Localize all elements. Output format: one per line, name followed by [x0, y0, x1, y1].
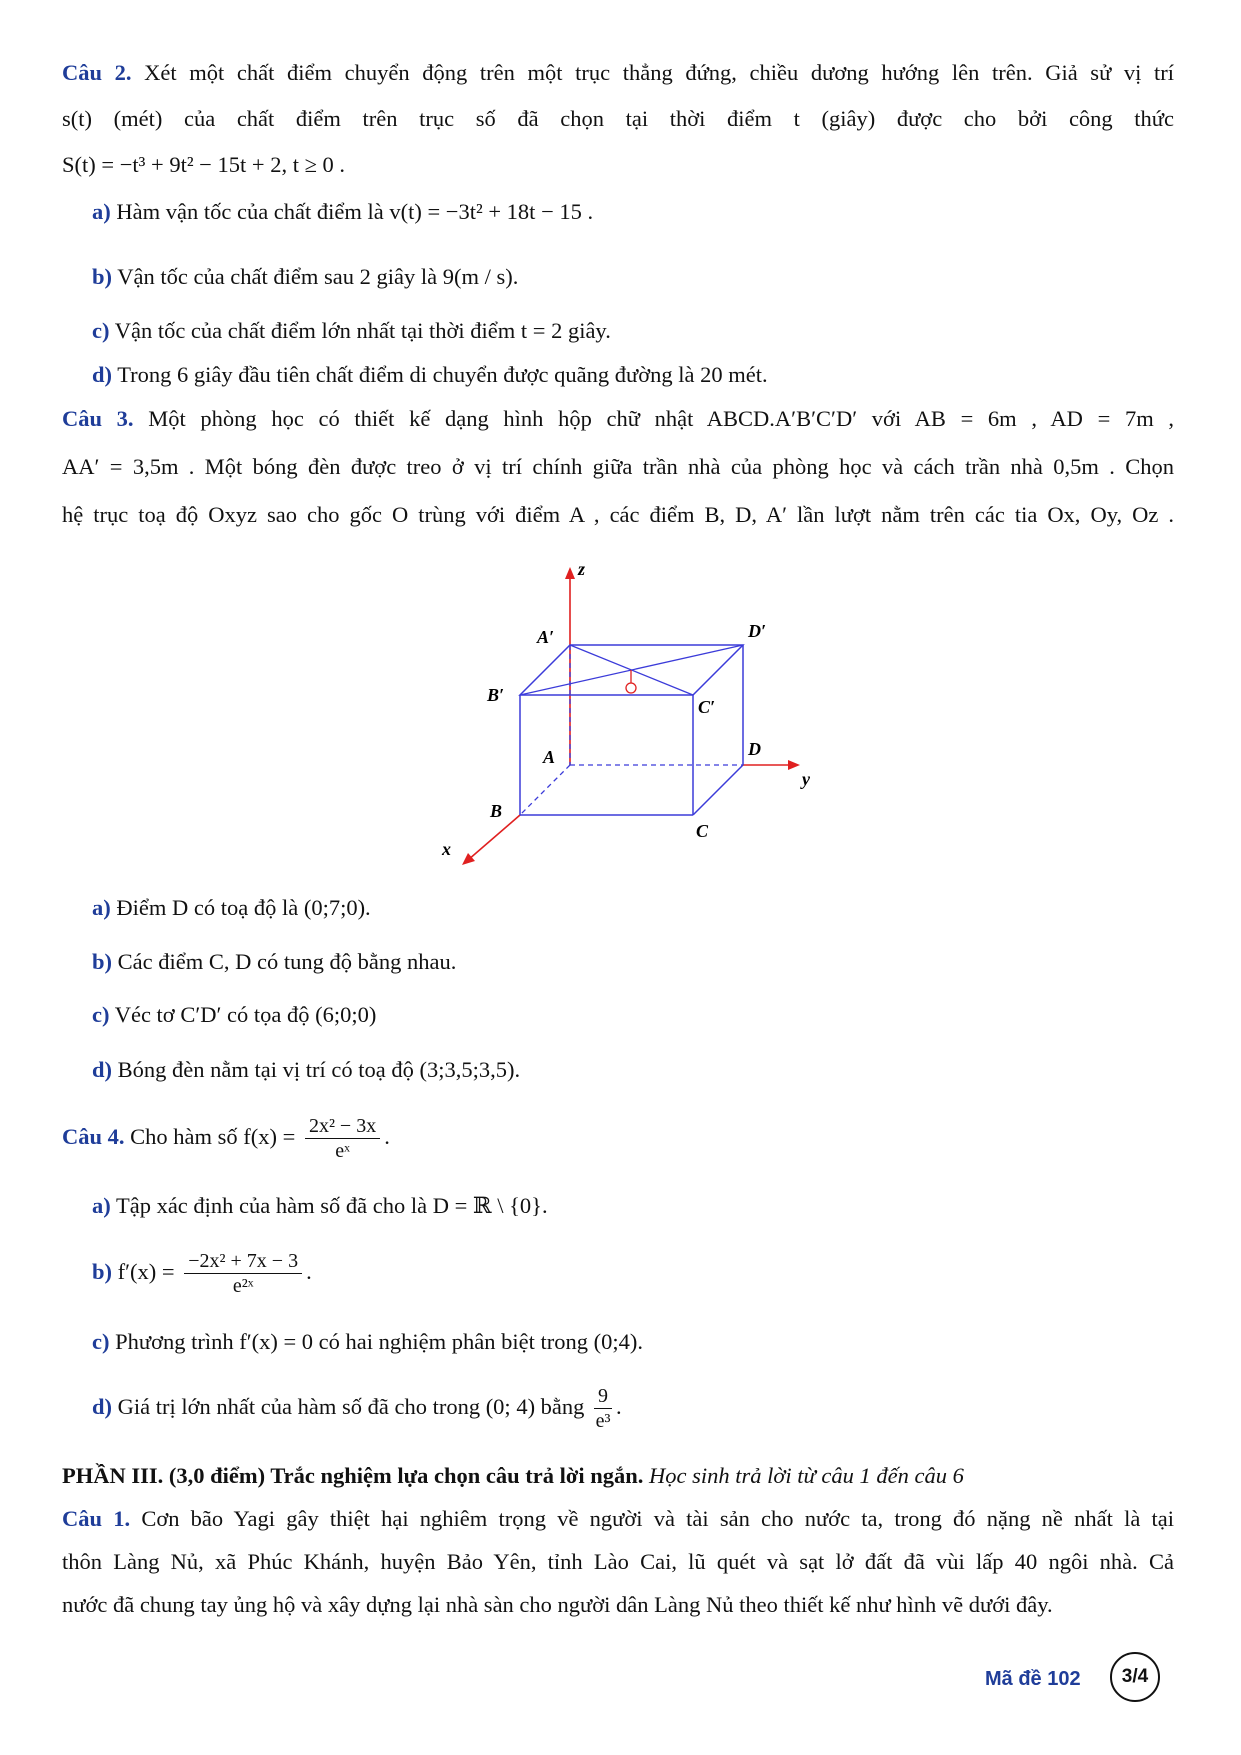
q4-option-d: d) Giá trị lớn nhất của hàm số đã cho trong (0; 4) bằng $\frac{9}{\text{e³}}$ .: [92, 1385, 622, 1433]
q4-option-d-fraction: [594, 1384, 612, 1433]
q2-option-b-label: b): [92, 264, 113, 289]
part3-title: PHẦN III. (3,0 điểm) Trắc nghiệm lựa chọn câu trả lời ngắn.: [62, 1463, 644, 1488]
label-A: A: [543, 747, 556, 767]
q4-option-b-lhs: f′(x) =: [117, 1259, 175, 1284]
q4-intro: Cho hàm số f(x) =: [130, 1124, 296, 1149]
q3-option-d: [92, 1055, 520, 1085]
q4-fraction-num: 2x² − 3x: [305, 1114, 380, 1139]
q2-option-d-text: Trong 6 giây đầu tiên chất điểm di chuyển được quãng đường là 20 mét.: [117, 362, 768, 387]
q2-option-a-label: a): [92, 199, 111, 224]
label-B1: B′: [487, 685, 505, 705]
part3-q1-line-3: nước đã chung tay ủng hộ và xây dựng lại nhà sàn cho người dân Làng Nủ theo thiết kế như hình vẽ dưới đây.: [62, 1592, 1053, 1617]
label-y: y: [802, 769, 810, 789]
q3-option-d-label: d): [92, 1057, 113, 1082]
q4-option-a-label: a): [92, 1193, 111, 1218]
box-figure: [430, 555, 830, 875]
q2-option-d-label: d): [92, 362, 113, 387]
q4-line-1: Câu 4. Cho hàm số f(x) = $\frac{\text{2x² − 3x}}{\text{eˣ}}$ .: [62, 1115, 390, 1163]
q4-option-b-label: b): [92, 1259, 113, 1284]
q3-line-1: [62, 404, 1174, 434]
q4-fraction-den: eˣ: [335, 1140, 350, 1163]
label-D: D: [748, 739, 761, 759]
q3-label: Câu 3.: [62, 406, 134, 431]
q3-option-a: [92, 893, 371, 923]
label-C: C: [696, 821, 709, 841]
q4-option-c-text: Phương trình f′(x) = 0 có hai nghiệm phân biệt trong (0;4).: [115, 1329, 643, 1354]
part3-q1-line-1: [62, 1504, 1174, 1534]
q2-option-a: [92, 197, 593, 227]
q2-option-c: [92, 316, 611, 346]
q4-option-d-den: e³: [595, 1410, 611, 1433]
q4-option-a: [92, 1191, 548, 1221]
q4-option-b-num: −2x² + 7x − 3: [184, 1249, 302, 1274]
q3-option-c-label: c): [92, 1002, 110, 1027]
q3-option-c-text: Véc tơ C′D′ có tọa độ (6;0;0): [114, 1002, 377, 1027]
x-axis: [468, 815, 520, 860]
label-B: B: [490, 801, 503, 821]
q2-text-1: Xét một chất điểm chuyển động trên một trục thẳng đứng, chiều dương hướng lên trên. Giả sử vị trí: [144, 60, 1175, 85]
q3-option-b-text: Các điểm C, D có tung độ bằng nhau.: [117, 949, 457, 974]
part3-q1-text-1: Cơn bão Yagi gây thiệt hại nghiêm trọng về người và tài sản cho nước ta, trong đó nặng nề nhất là tại: [141, 1506, 1175, 1531]
q4-option-b-fraction: [184, 1249, 302, 1298]
q2-option-c-text: Vận tốc của chất điểm lớn nhất tại thời điểm t = 2 giây.: [114, 318, 611, 343]
q4-option-c-label: c): [92, 1329, 110, 1354]
edge-AB: [520, 765, 570, 815]
part3-q1-line-2: thôn Làng Nủ, xã Phúc Khánh, huyện Bảo Yên, tỉnh Lào Cai, lũ quét và sạt lở đất đã vùi lấp 40 ngôi nhà. Cả: [62, 1549, 1174, 1574]
q3-line-3: hệ trục toạ độ Oxyz sao cho gốc O trùng với điểm A , các điểm B, D, A′ lần lượt nằm trên các tia Ox, Oy, Oz .: [62, 502, 1174, 527]
part3-heading: [62, 1461, 964, 1491]
label-C1: C′: [698, 697, 716, 717]
label-D1: D′: [748, 621, 767, 641]
q4-label: Câu 4.: [62, 1124, 125, 1149]
lamp-icon: [626, 683, 636, 693]
q4-option-b-den: e²ˣ: [232, 1275, 254, 1298]
q3-option-a-label: a): [92, 895, 111, 920]
q2-option-b: [92, 262, 518, 292]
q2-line-1: [62, 58, 1174, 88]
q3-option-a-text: Điểm D có toạ độ là (0;7;0).: [116, 895, 371, 920]
q2-option-d: [92, 360, 768, 390]
q4-option-b: b) f′(x) = $\frac{\text{−2x² + 7x − 3}}{\text{e²ˣ}}$ .: [92, 1250, 312, 1298]
q3-option-b-label: b): [92, 949, 113, 974]
part3-note: Học sinh trả lời từ câu 1 đến câu 6: [649, 1463, 964, 1488]
y-arrow-icon: [788, 760, 800, 770]
q3-option-c: [92, 1000, 376, 1030]
part3-q1-label: Câu 1.: [62, 1506, 131, 1531]
q3-line-2: AA′ = 3,5m . Một bóng đèn được treo ở vị trí chính giữa trần nhà của phòng học và cách trần nhà 0,5m . Chọn: [62, 454, 1174, 479]
q3-text-1: Một phòng học có thiết kế dạng hình hộp chữ nhật ABCD.A′B′C′D′ với AB = 6m , AD = 7m ,: [148, 406, 1175, 431]
q2-option-b-text: Vận tốc của chất điểm sau 2 giây là 9(m / s).: [117, 264, 519, 289]
q4-fraction: [305, 1114, 380, 1163]
q2-option-a-text: Hàm vận tốc của chất điểm là v(t) = −3t² + 18t − 15 .: [116, 199, 594, 224]
edge-CD: [693, 765, 743, 815]
q4-option-d-text: Giá trị lớn nhất của hàm số đã cho trong (0; 4) bằng: [117, 1394, 585, 1419]
label-z: z: [578, 559, 586, 579]
page-number-badge: 3/4: [1110, 1652, 1160, 1702]
q4-option-c: [92, 1327, 643, 1357]
q4-option-d-num: 9: [594, 1384, 612, 1409]
exam-code: Mã đề 102: [985, 1668, 1081, 1690]
q2-line-2: s(t) (mét) của chất điểm trên trục số đã chọn tại thời điểm t (giây) được cho bởi công thức: [62, 106, 1174, 131]
q4-option-a-text: Tập xác định của hàm số đã cho là D = ℝ \ {0}.: [115, 1193, 548, 1218]
label-A1: A′: [537, 627, 555, 647]
q3-option-d-text: Bóng đèn nằm tại vị trí có toạ độ (3;3,5;3,5).: [117, 1057, 521, 1082]
z-arrow-icon: [565, 567, 575, 579]
q2-line-3: S(t) = −t³ + 9t² − 15t + 2, t ≥ 0 .: [62, 152, 346, 177]
q2-option-c-label: c): [92, 318, 110, 343]
label-x: x: [442, 839, 451, 859]
q2-label: Câu 2.: [62, 60, 132, 85]
q3-option-b: [92, 947, 456, 977]
q4-option-d-label: d): [92, 1394, 113, 1419]
